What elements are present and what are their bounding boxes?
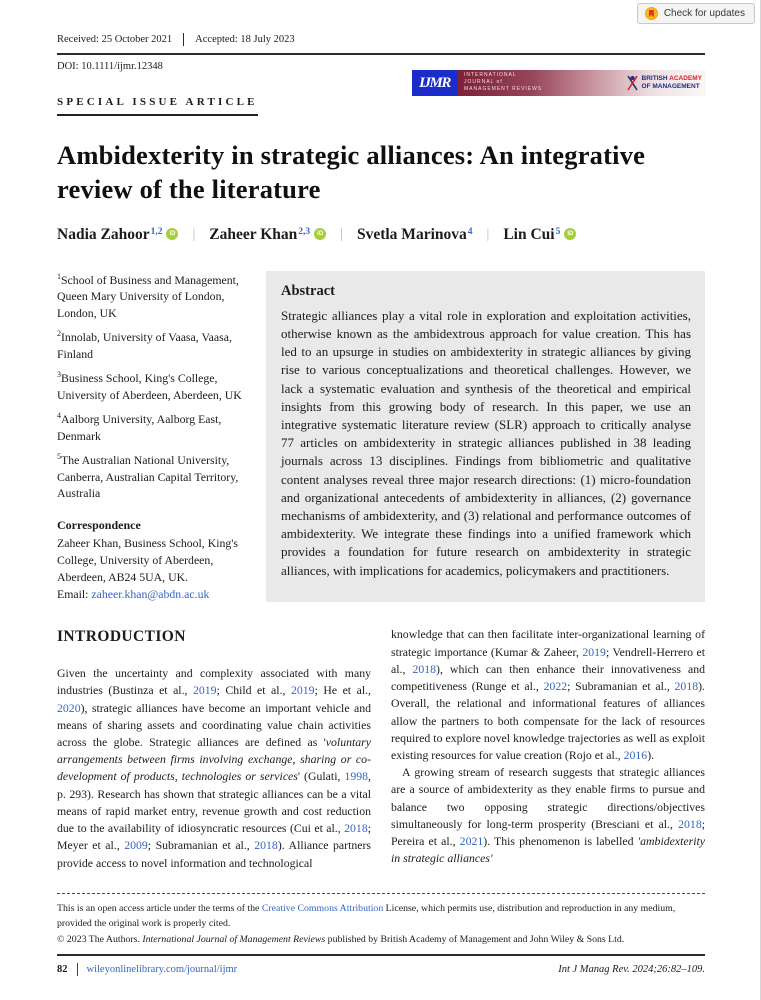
citation-link[interactable]: 2009: [124, 838, 148, 853]
copyright-text: © 2023 The Authors. International Journal of Management Reviews published by British Academy of Management and John Wiley & Sons Ltd.: [57, 934, 625, 946]
page-number: 82: [57, 964, 68, 976]
affiliation-5: [57, 451, 249, 501]
citation-link[interactable]: 2020: [57, 700, 81, 715]
citation-link[interactable]: Creative Commons Attribution: [261, 903, 384, 914]
accepted-date: Accepted: 18 July 2023: [195, 34, 295, 45]
journal-name-line: JOURNAL of: [464, 79, 503, 86]
journal-website-link[interactable]: wileyonlinelibrary.com/journal/ijmr: [86, 964, 238, 976]
bam-logo: [626, 75, 702, 91]
citation-link[interactable]: 2018: [254, 838, 278, 853]
journal-banner-gradient: [457, 70, 706, 96]
affiliation-text: Aalborg University, Aalborg East, Denmark: [57, 412, 222, 443]
correspondence-block: [57, 517, 249, 603]
intro-column-right: [391, 626, 705, 871]
footer: [57, 893, 705, 976]
correspondence-body: [57, 535, 249, 602]
journal-citation: Int J Manag Rev. 2024;26:82–109.: [558, 964, 705, 976]
orcid-icon[interactable]: iD: [314, 228, 326, 240]
affiliation-num: 2: [57, 329, 61, 339]
citation-link[interactable]: 2018: [674, 679, 699, 694]
dates-divider: [183, 33, 184, 46]
author-name: Svetla Marinova: [356, 225, 467, 243]
citation-link[interactable]: 2018: [678, 816, 702, 831]
orcid-icon[interactable]: iD: [564, 228, 576, 240]
intro-paragraph-1: Given the uncertainty and complexity associated with many industries (Bustinza et al., 2019; Child et al., 2019; He et al., 2020), strategic alliances have become an important vehicle and means of sharing assets and coordinating value chain activities across the globe. Strategic alliances are defined as 'voluntary arrangements between firms involving exchange, sharing or co-development of products, technologies or services' (Gulati, 1998, p. 293). Research has shown that strategic alliances can be a vital means of rapid market entry, revenue growth and cost reduction due to the availability of idiosyncratic resources (Cui et al., 2018; Meyer et al., 2009; Subramanian et al., 2018). Alliance partners provide access to novel information and technological: [57, 666, 371, 870]
abstract-heading: Abstract: [281, 282, 335, 299]
journal-name-line: INTERNATIONAL: [464, 72, 517, 79]
affiliation-text: Innolab, University of Vaasa, Vaasa, Finland: [57, 330, 232, 361]
author-affil-sup: 4: [467, 226, 473, 237]
introduction-section: [57, 626, 705, 871]
author-affil-sup: 1,2: [150, 226, 163, 237]
citation-link[interactable]: 2018: [412, 661, 437, 676]
author-3: [357, 226, 473, 244]
received-date: Received: 25 October 2021: [57, 34, 173, 45]
affiliations-column: [57, 271, 249, 603]
author-2: [209, 226, 326, 244]
license-text: This is an open access article under the terms of the Creative Commons Attribution License, which permits use, distribution and reproduction in any medium, provided the original work is properly cited.: [57, 903, 676, 930]
affiliation-num: 3: [57, 370, 61, 380]
bam-word-british: BRITISH: [641, 75, 670, 83]
author-1: [57, 226, 178, 244]
citation-link[interactable]: 2019: [290, 683, 315, 698]
author-affil-sup: 5: [555, 226, 561, 237]
introduction-heading: INTRODUCTION: [57, 628, 186, 646]
citation-link[interactable]: 2021: [459, 834, 484, 849]
correspondence-heading: Correspondence: [57, 517, 141, 532]
citation-link[interactable]: 2019: [582, 644, 606, 659]
affiliation-2: [57, 328, 249, 362]
affiliation-num: 4: [57, 411, 61, 421]
abstract-box: [266, 271, 705, 603]
author-4: [503, 226, 576, 244]
dates-rule: [57, 0, 705, 55]
journal-name-line: MANAGEMENT REVIEWS: [464, 85, 543, 92]
affiliation-text: Business School, King's College, University of Aberdeen, Aberdeen, UK: [57, 371, 242, 402]
correspondence-text: Zaheer Khan, Business School, King's College, University of Aberdeen, Aberdeen, AB24 5UA, UK.: [57, 536, 239, 584]
affiliation-1: [57, 271, 249, 321]
check-for-updates-label: Check for updates: [663, 8, 745, 19]
citation-link[interactable]: 2019: [192, 683, 217, 698]
bam-word-academy: ACADEMY: [669, 75, 702, 83]
affiliation-3: [57, 369, 249, 403]
author-row: [57, 226, 705, 244]
intro-paragraph-3: A growing stream of research suggests that strategic alliances are a source of ambidexterity as they enable firms to pursue and balance two opposing strategic directions/objectives simultaneously for long-term prosperity (Bresciani et al., 2018; Pereira et al., 2021). This phenomenon is labelled 'ambidexterity in strategic alliances': [391, 765, 705, 866]
citation-link[interactable]: 2022: [543, 679, 568, 694]
footer-divider: [77, 963, 78, 976]
author-name: Lin Cui: [503, 225, 555, 243]
doi: DOI: 10.1111/ijmr.12348: [57, 61, 163, 72]
affiliation-num: 5: [57, 452, 61, 462]
intro-paragraph-2: knowledge that can then facilitate inter-organizational learning of strategic importance (Kumar & Zaheer, 2019; Vendrell-Herrero et al., 2018), which can then enhance their innovativeness and competitiveness (Runge et al., 2022; Subramanian et al., 2018). Overall, the relational and informational features of alliances allow the partners to both compensate for the lack of resources required to explore novel knowledge trajectories as well as exploit existing resources for value creation (Rojo et al., 2016).: [391, 627, 705, 762]
ijmr-logo: IJMR: [412, 70, 457, 96]
email-label: Email:: [57, 586, 92, 601]
author-affil-sup: 2,3: [298, 226, 311, 237]
email-link[interactable]: zaheer.khan@abdn.ac.uk: [91, 586, 210, 601]
bam-text: [642, 75, 702, 91]
citation-link[interactable]: 2018: [344, 821, 368, 836]
author-separator: |: [192, 226, 196, 242]
article-type-label: SPECIAL ISSUE ARTICLE: [57, 96, 258, 116]
affiliation-num: 1: [57, 271, 61, 281]
citation-link[interactable]: 2016: [623, 748, 648, 762]
author-separator: |: [340, 226, 343, 242]
affiliation-4: [57, 410, 249, 444]
affiliation-text: School of Business and Management, Queen Mary University of London, London, UK: [57, 272, 239, 320]
bam-line-of-management: OF MANAGEMENT: [641, 83, 700, 90]
abstract-text: Strategic alliances play a vital role in exploration and exploitation activities, otherwise known as the ambidextrous approach for value creation. This has led to an upsurge in studies on ambidexterity in strategic alliances by giving rise to various conceptualizations and theoretical challenges. However, we lack a systematic evaluation and synthesis of the theoretical and empirical insights from this growing body of research. In this paper, we use an integrative systematic literature review (SLR) approach to critically analyse 77 articles on ambidexterity in strategic alliances published in 38 leading journals across 13 disciplines. Findings from bibliometric and qualitative content analyses reveal three major research directions: (1) micro-foundation and organizational antecedents of ambidexterity in alliances, (2) governance mechanisms of ambidexterity, and (3) relational and performance outcomes of ambidexterity. We integrate these findings into a unified framework which provides a foundation for future research on ambidexterity in strategic alliances, with implications for academics, policymakers and practitioners.: [281, 307, 691, 578]
page-title: Ambidexterity in strategic alliances: An integrative review of the literature: [57, 140, 646, 205]
journal-name: [464, 73, 542, 92]
affiliation-text: The Australian National University, Canberra, Australian Capital Territory, Australia: [57, 453, 239, 501]
bam-figure-icon: [626, 75, 639, 91]
citation-link[interactable]: 1998: [344, 769, 369, 784]
author-name: Zaheer Khan: [209, 225, 298, 243]
intro-column-left: [57, 626, 371, 871]
check-for-updates-button[interactable]: [637, 3, 755, 24]
author-name: Nadia Zahoor: [57, 225, 150, 243]
orcid-icon[interactable]: iD: [166, 228, 178, 240]
author-separator: |: [486, 226, 490, 242]
crossmark-icon: [645, 7, 658, 20]
journal-banner: [412, 70, 706, 96]
